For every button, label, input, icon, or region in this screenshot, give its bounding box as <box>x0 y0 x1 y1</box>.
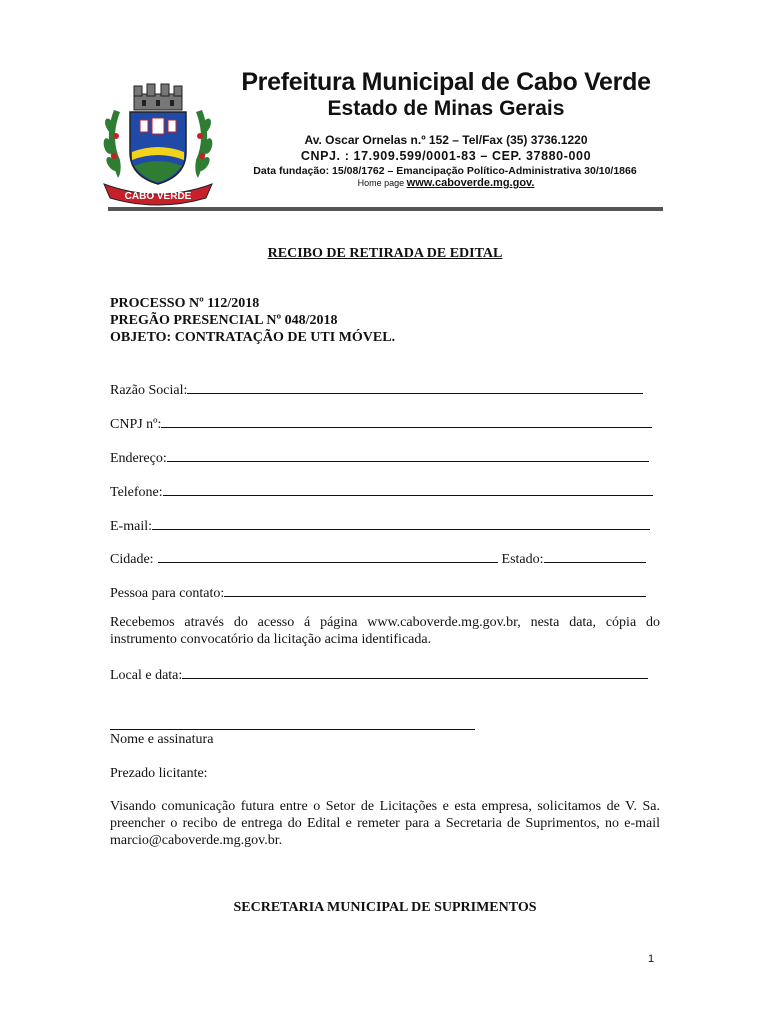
pessoa-contato-field <box>110 582 646 602</box>
pessoa-contato-label: Pessoa para contato: <box>110 586 225 601</box>
homepage-link[interactable]: www.caboverde.mg.gov. <box>406 177 535 189</box>
mural-crown <box>134 84 182 110</box>
objeto-line: OBJETO: CONTRATAÇÃO DE UTI MÓVEL. <box>110 330 396 345</box>
cidade-estado-field <box>110 548 646 568</box>
razao-social-label: Razão Social: <box>110 383 188 398</box>
endereco-blank[interactable] <box>167 447 649 462</box>
header-divider <box>108 207 663 211</box>
razao-social-field <box>110 379 643 399</box>
estado-blank[interactable] <box>544 548 646 563</box>
banner-text: CABO VERDE <box>124 191 192 202</box>
header-homepage <box>226 177 666 189</box>
header-address: Av. Oscar Ornelas n.º 152 – Tel/Fax (35) 3736.1220 <box>304 133 588 147</box>
homepage-label: Home page <box>357 178 405 188</box>
razao-social-blank[interactable] <box>187 379 643 394</box>
endereco-field <box>110 447 649 467</box>
signature-label: Nome e assinatura <box>110 732 214 747</box>
header-cnpj: CNPJ. : 17.909.599/0001-83 – CEP. 37880-000 <box>300 149 592 163</box>
processo-number: PROCESSO Nº 112/2018 <box>110 296 260 311</box>
email-label: E-mail: <box>110 519 152 534</box>
header-foundation: Data fundação: 15/08/1762 – Emancipação Político-Administrativa 30/10/1866 <box>253 165 637 177</box>
footer-department: SECRETARIA MUNICIPAL DE SUPRIMENTOS <box>233 900 537 915</box>
local-data-label: Local e data: <box>110 668 183 683</box>
cidade-blank[interactable] <box>158 548 498 563</box>
coat-of-arms-logo <box>100 80 216 208</box>
cnpj-label: CNPJ nº: <box>110 417 162 432</box>
pregao-number: PREGÃO PRESENCIAL Nº 048/2018 <box>110 313 338 328</box>
receipt-paragraph: Recebemos através do acesso á página www.caboverde.mg.gov.br, nesta data, cópia do instrumento convocatório da licitação acima identificada. <box>110 615 660 647</box>
telefone-blank[interactable] <box>163 481 653 496</box>
page-number: 1 <box>648 953 655 965</box>
greeting: Prezado licitante: <box>110 766 208 781</box>
instructions-paragraph: Visando comunicação futura entre o Setor de Licitações e esta empresa, solicitamos de V. Sa. preencher o recibo de entrega do Edital e remeter para a Secretaria de Suprimentos, no e-mail marcio@caboverde.mg.gov.br. <box>110 799 660 848</box>
email-blank[interactable] <box>152 515 650 530</box>
estado-label: Estado: <box>501 552 544 567</box>
email-field <box>110 515 650 535</box>
cnpj-field <box>110 413 652 433</box>
telefone-field <box>110 481 653 501</box>
endereco-label: Endereço: <box>110 451 167 466</box>
cidade-label: Cidade: <box>110 552 154 567</box>
header-subtitle: Estado de Minas Gerais <box>327 97 565 120</box>
local-data-blank[interactable] <box>182 664 648 679</box>
signature-line[interactable] <box>110 729 475 730</box>
document-title: RECIBO DE RETIRADA DE EDITAL <box>267 246 503 261</box>
telefone-label: Telefone: <box>110 485 163 500</box>
header-title: Prefeitura Municipal de Cabo Verde <box>241 68 651 96</box>
pessoa-contato-blank[interactable] <box>224 582 646 597</box>
cnpj-blank[interactable] <box>161 413 652 428</box>
local-data-field <box>110 664 648 684</box>
